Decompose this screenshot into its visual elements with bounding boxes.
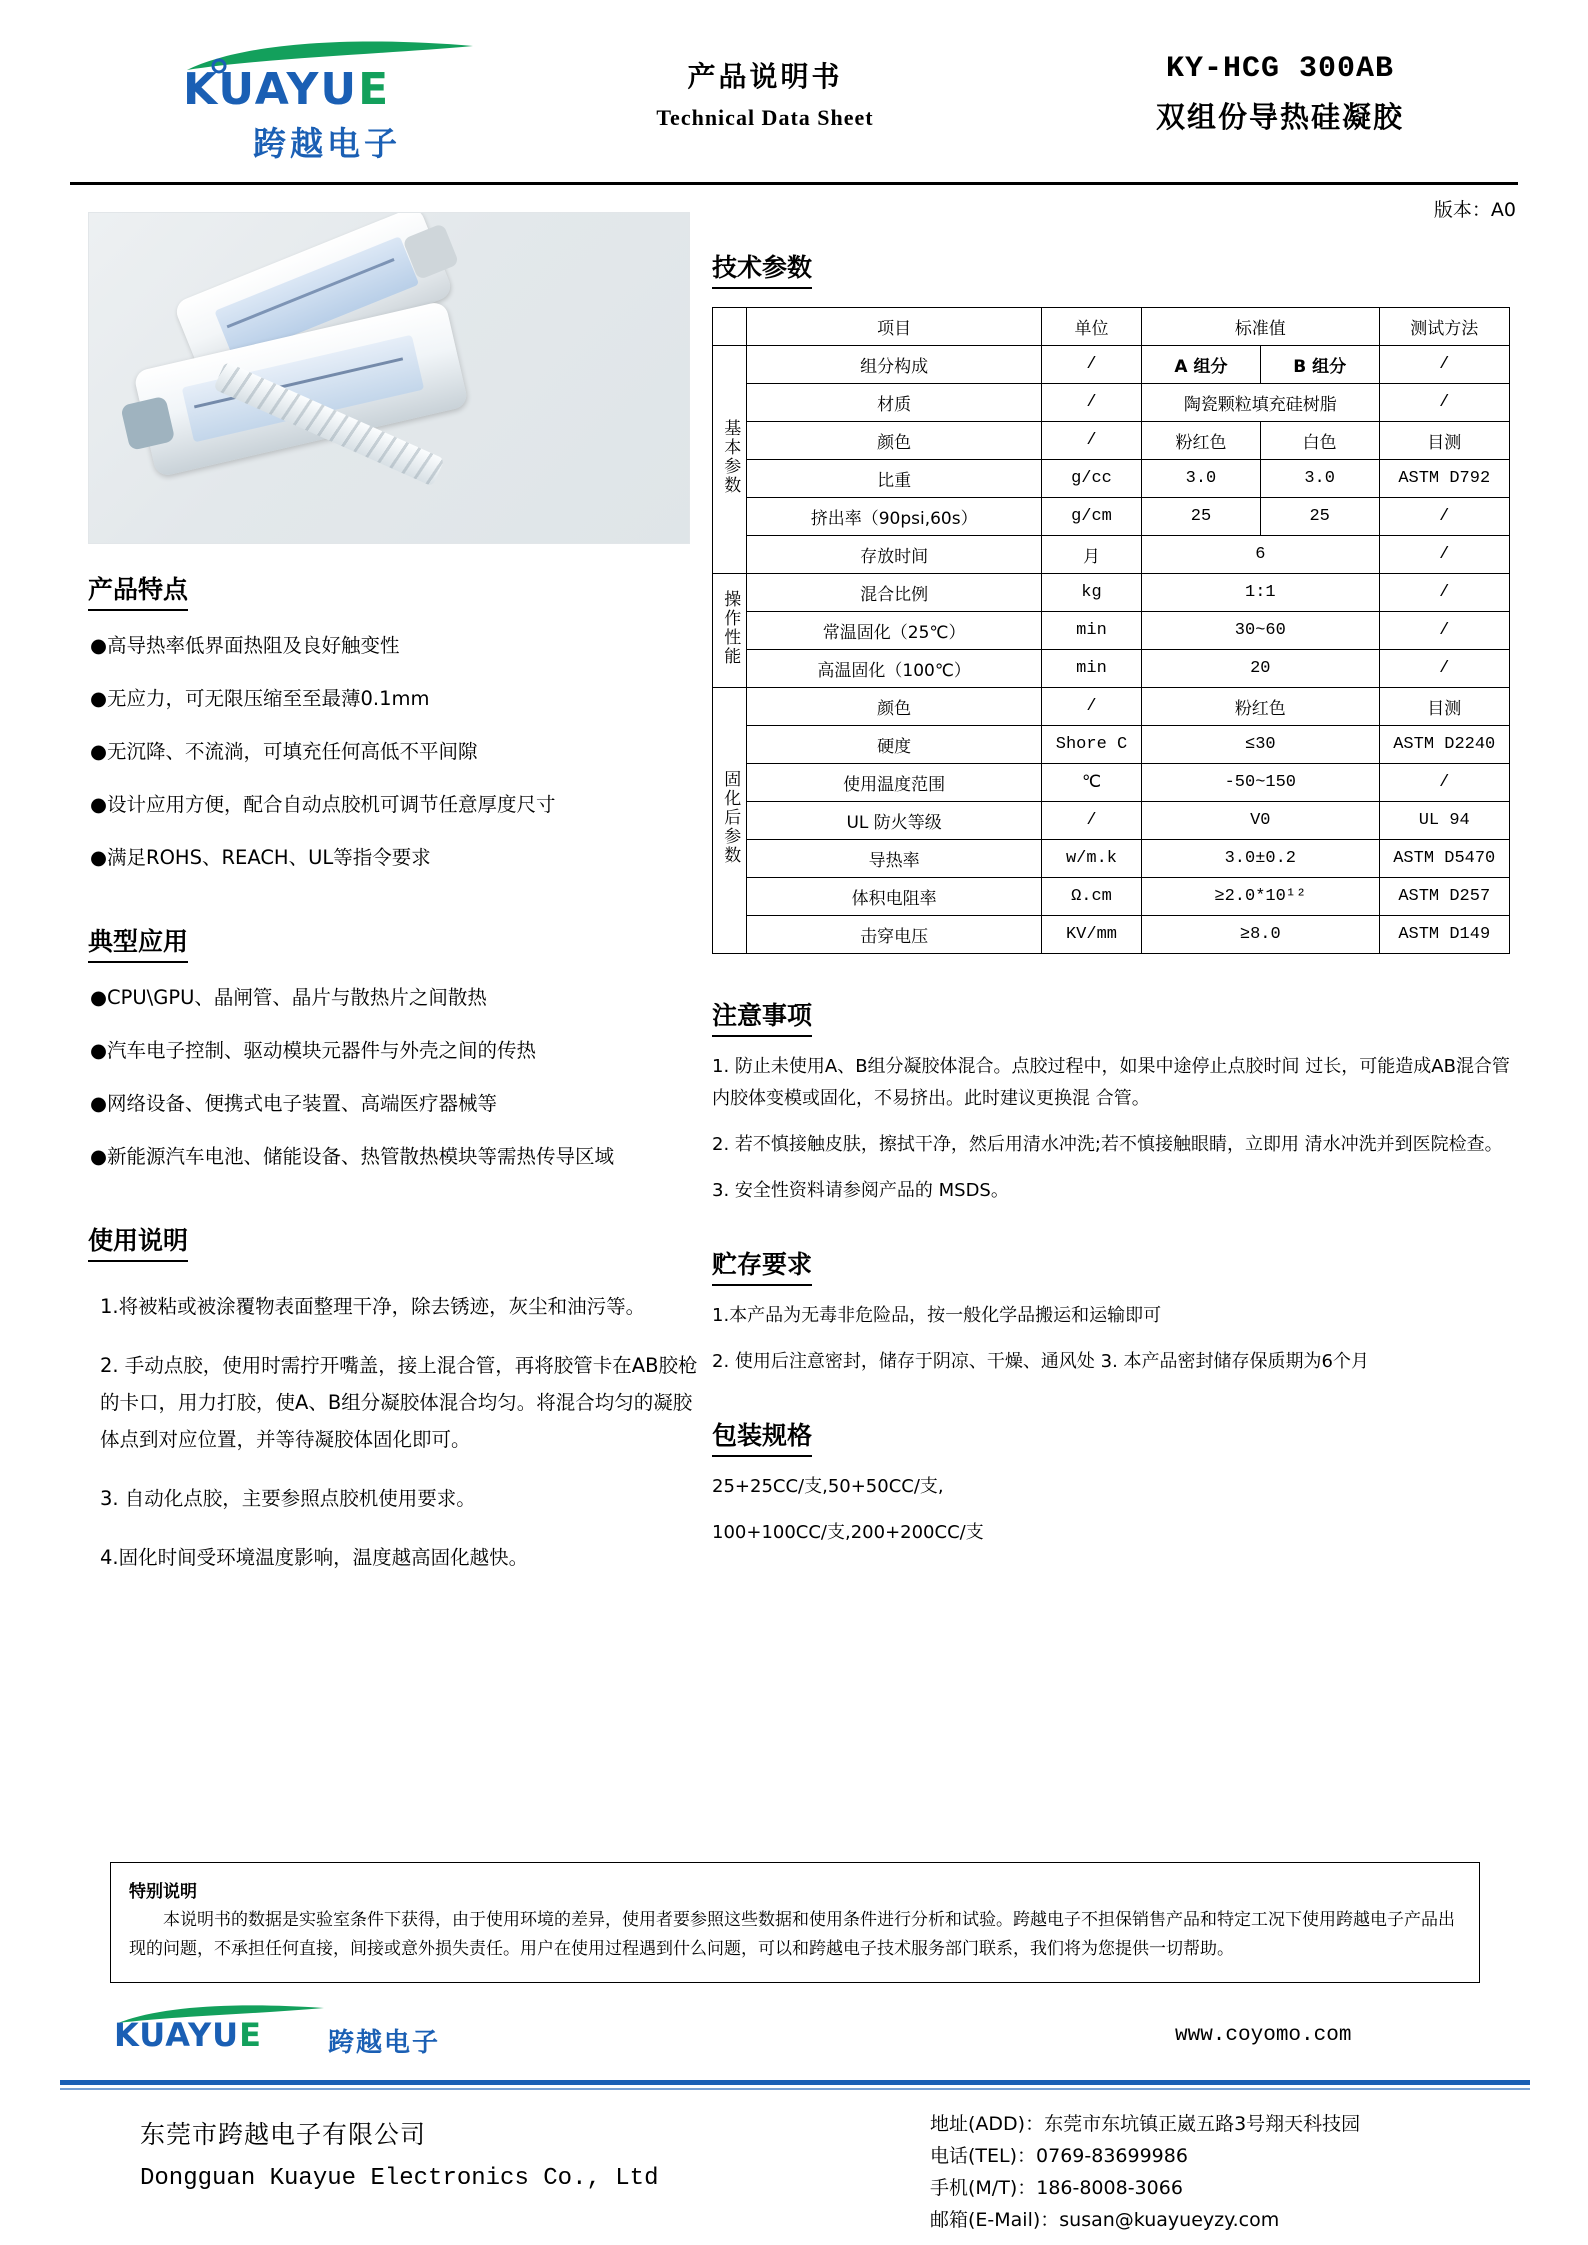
table-row: [713, 612, 1510, 650]
list-item: ●设计应用方便，配合自动点胶机可调节任意厚度尺寸: [90, 793, 556, 816]
product-name-cn: 双组份导热硅凝胶: [1155, 100, 1404, 134]
storage-list: [712, 1300, 1512, 1378]
right-column: [712, 248, 1512, 1563]
cell-value-b: 3.0: [1260, 460, 1379, 498]
storage-item: 1.本产品为无毒非危险品，按一般化学品搬运和运输即可: [712, 1305, 1162, 1326]
table-header-row: [713, 308, 1510, 346]
cell-method: ASTM D792: [1379, 460, 1510, 498]
cell-item: 组分构成: [747, 346, 1041, 384]
footer-divider-thin: [60, 2088, 1530, 2090]
table-row: [713, 346, 1510, 384]
cell-method: /: [1379, 574, 1510, 612]
cell-item: 使用温度范围: [747, 764, 1041, 802]
usage-step: 2. 手动点胶，使用时需拧开嘴盖，接上混合管，再将胶管卡在AB胶枪的卡口，用力打胶，使A、B组分凝胶体混合均匀。将混合均匀的凝胶体点到对应位置，并等待凝胶体固化即可。: [100, 1354, 698, 1451]
cell-item: 体积电阻率: [747, 878, 1041, 916]
table-row: [713, 802, 1510, 840]
table-row: [713, 574, 1510, 612]
doc-title-en: Technical Data Sheet: [656, 105, 874, 130]
features-list: [88, 631, 708, 873]
table-row: [713, 422, 1510, 460]
list-item: ●满足ROHS、REACH、UL等指令要求: [90, 846, 431, 869]
cell-unit: /: [1041, 802, 1141, 840]
table-header-value: 标准值: [1142, 308, 1379, 346]
table-header-group: [713, 308, 747, 346]
features-heading: 产品特点: [88, 570, 188, 611]
cell-value: 30~60: [1142, 612, 1379, 650]
version-label: 版本：A0: [1433, 199, 1516, 221]
contact-address: 地址(ADD)：东莞市东坑镇正崴五路3号翔天科技园: [930, 2113, 1361, 2135]
cell-unit: KV/mm: [1041, 916, 1141, 954]
cell-item: 击穿电压: [747, 916, 1041, 954]
cell-method: /: [1379, 384, 1510, 422]
cell-value-a: 25: [1142, 498, 1261, 536]
cell-unit: /: [1041, 422, 1141, 460]
table-row: [713, 916, 1510, 954]
cell-value: 6: [1142, 536, 1379, 574]
cell-unit: ℃: [1041, 764, 1141, 802]
table-row: [713, 726, 1510, 764]
cell-value: -50~150: [1142, 764, 1379, 802]
cell-method: ASTM D5470: [1379, 840, 1510, 878]
list-item: ●新能源汽车电池、储能设备、热管散热模块等需热传导区域: [90, 1145, 615, 1168]
storage-item: 2. 使用后注意密封，储存于阴凉、干燥、通风处 3. 本产品密封储存保质期为6个月: [712, 1351, 1369, 1372]
cell-item: 常温固化（25℃）: [747, 612, 1041, 650]
table-row: [713, 688, 1510, 726]
cell-unit: min: [1041, 650, 1141, 688]
packaging-heading: 包装规格: [712, 1416, 812, 1457]
website-link[interactable]: www.coyomo.com: [1175, 2024, 1352, 2047]
table-row: [713, 460, 1510, 498]
group-label-operation: 操作性能: [713, 574, 747, 688]
table-header-item: 项目: [747, 308, 1041, 346]
cell-method: /: [1379, 650, 1510, 688]
logo-wordmark: KUAYUE: [183, 64, 391, 115]
packaging-item: 25+25CC/支,50+50CC/支,: [712, 1476, 944, 1497]
cell-item: 存放时间: [747, 536, 1041, 574]
usage-heading: 使用说明: [88, 1221, 188, 1262]
cell-value: ≥2.0*10¹²: [1142, 878, 1379, 916]
cell-method: /: [1379, 612, 1510, 650]
table-row: [713, 764, 1510, 802]
storage-heading: 贮存要求: [712, 1245, 812, 1286]
product-title-block: [1060, 52, 1500, 136]
cell-unit: min: [1041, 612, 1141, 650]
cell-value-b: 白色: [1260, 422, 1379, 460]
cell-value-b: 25: [1260, 498, 1379, 536]
cell-value-a: A 组分: [1142, 346, 1261, 384]
disclaimer-body: 本说明书的数据是实验室条件下获得，由于使用环境的差异，使用者要参照这些数据和使用条件进行分析和试验。跨越电子不担保销售产品和特定工况下使用跨越电子产品出现的问题，不承担任何直接，间接或意外损失责任。用户在使用过程遇到什么问题，可以和跨越电子技术服务部门联系，我们将为您提供一切帮助。: [129, 1910, 1455, 1959]
table-row: [713, 498, 1510, 536]
footer-logo-chinese: 跨越电子: [328, 2028, 441, 2058]
footer-divider: [60, 2080, 1530, 2085]
cell-unit: w/m.k: [1041, 840, 1141, 878]
company-block: [140, 2115, 658, 2192]
cautions-heading: 注意事项: [712, 996, 812, 1037]
disclaimer-box: [110, 1862, 1480, 1983]
group-label-cured: 固化后参数: [713, 688, 747, 954]
usage-step: 3. 自动化点胶，主要参照点胶机使用要求。: [100, 1487, 476, 1510]
cell-unit: Ω.cm: [1041, 878, 1141, 916]
table-row: [713, 536, 1510, 574]
cell-value-b: B 组分: [1260, 346, 1379, 384]
list-item: ●无应力，可无限压缩至至最薄0.1mm: [90, 687, 430, 710]
cell-method: 目测: [1379, 688, 1510, 726]
cell-value: 粉红色: [1142, 688, 1379, 726]
usage-step: 1.将被粘或被涂覆物表面整理干净，除去锈迹，灰尘和油污等。: [100, 1295, 646, 1318]
cell-item: 挤出率（90psi,60s）: [747, 498, 1041, 536]
packaging-item: 100+100CC/支,200+200CC/支: [712, 1522, 984, 1543]
contact-mobile: 手机(M/T)：186-8008-3066: [930, 2177, 1183, 2199]
cell-method: /: [1379, 498, 1510, 536]
company-name-en: Dongguan Kuayue Electronics Co., Ltd: [140, 2165, 659, 2192]
cell-value: V0: [1142, 802, 1379, 840]
table-header-unit: 单位: [1041, 308, 1141, 346]
cell-value: ≤30: [1142, 726, 1379, 764]
cell-unit: kg: [1041, 574, 1141, 612]
cell-value: 陶瓷颗粒填充硅树脂: [1142, 384, 1379, 422]
document-title-block: [600, 55, 930, 131]
list-item: ●网络设备、便携式电子装置、高端医疗器械等: [90, 1092, 498, 1115]
specifications-table: [712, 307, 1510, 954]
footer-logo: [110, 2016, 440, 2066]
cell-value: 3.0±0.2: [1142, 840, 1379, 878]
cell-method: /: [1379, 346, 1510, 384]
cell-value: ≥8.0: [1142, 916, 1379, 954]
footer-logo-wordmark: KUAYUE: [114, 2016, 262, 2054]
cell-method: UL 94: [1379, 802, 1510, 840]
list-item: ●高导热率低界面热阻及良好触变性: [90, 634, 400, 657]
packaging-list: [712, 1471, 1512, 1549]
contact-email[interactable]: 邮箱(E-Mail)：susan@kuayueyzy.com: [930, 2209, 1280, 2231]
table-row: [713, 840, 1510, 878]
cautions-list: [712, 1051, 1512, 1207]
product-photo: [88, 212, 690, 544]
table-row: [713, 650, 1510, 688]
cell-item: 混合比例: [747, 574, 1041, 612]
table-header-method: 测试方法: [1379, 308, 1510, 346]
caution-item: 2. 若不慎接触皮肤，擦拭干净，然后用清水冲洗;若不慎接触眼睛，立即用 清水冲洗并到医院检查。: [712, 1134, 1503, 1155]
cell-item: 材质: [747, 384, 1041, 422]
doc-title-cn: 产品说明书: [687, 60, 843, 93]
cell-method: ASTM D2240: [1379, 726, 1510, 764]
cell-unit: /: [1041, 688, 1141, 726]
left-column: [88, 212, 708, 1576]
table-row: [713, 384, 1510, 422]
contact-tel: 电话(TEL)：0769-83699986: [930, 2145, 1188, 2167]
cell-unit: /: [1041, 346, 1141, 384]
usage-step: 4.固化时间受环境温度影响，温度越高固化越快。: [100, 1546, 529, 1569]
product-code: KY-HCG 300AB: [1165, 52, 1395, 86]
cell-item: UL 防火等级: [747, 802, 1041, 840]
cell-value: 20: [1142, 650, 1379, 688]
cell-value: 1:1: [1142, 574, 1379, 612]
header-divider: [70, 182, 1518, 185]
cell-item: 导热率: [747, 840, 1041, 878]
page-header: [0, 0, 1588, 221]
cell-method: ASTM D149: [1379, 916, 1510, 954]
cell-unit: /: [1041, 384, 1141, 422]
cell-method: /: [1379, 764, 1510, 802]
cell-item: 硬度: [747, 726, 1041, 764]
applications-list: [88, 983, 708, 1172]
company-name-cn: 东莞市跨越电子有限公司: [140, 2120, 427, 2149]
cell-unit: g/cm: [1041, 498, 1141, 536]
applications-heading: 典型应用: [88, 922, 188, 963]
cell-unit: Shore C: [1041, 726, 1141, 764]
table-row: [713, 878, 1510, 916]
cell-method: ASTM D257: [1379, 878, 1510, 916]
cell-value-a: 粉红色: [1142, 422, 1261, 460]
contact-block: [930, 2108, 1360, 2236]
company-logo: [175, 40, 475, 163]
page-footer: [0, 2010, 1588, 2245]
cell-item: 颜色: [747, 688, 1041, 726]
group-label-basic: 基本参数: [713, 346, 747, 574]
cell-item: 比重: [747, 460, 1041, 498]
caution-item: 3. 安全性资料请参阅产品的 MSDS。: [712, 1180, 1009, 1201]
caution-item: 1. 防止未使用A、B组分凝胶体混合。点胶过程中，如果中途停止点胶时间 过长，可能造成AB混合管内胶体变模或固化，不易挤出。此时建议更换混 合管。: [712, 1056, 1510, 1109]
cell-item: 颜色: [747, 422, 1041, 460]
cell-value-a: 3.0: [1142, 460, 1261, 498]
cell-unit: g/cc: [1041, 460, 1141, 498]
cell-unit: 月: [1041, 536, 1141, 574]
cell-method: 目测: [1379, 422, 1510, 460]
spec-heading: 技术参数: [712, 248, 812, 289]
disclaimer-title: 特别说明: [129, 1882, 197, 1902]
list-item: ●无沉降、不流淌，可填充任何高低不平间隙: [90, 740, 478, 763]
cell-method: /: [1379, 536, 1510, 574]
list-item: ●CPU\GPU、晶闸管、晶片与散热片之间散热: [90, 986, 487, 1009]
cell-item: 高温固化（100℃）: [747, 650, 1041, 688]
logo-chinese: 跨越电子: [253, 124, 401, 163]
list-item: ●汽车电子控制、驱动模块元器件与外壳之间的传热: [90, 1039, 537, 1062]
